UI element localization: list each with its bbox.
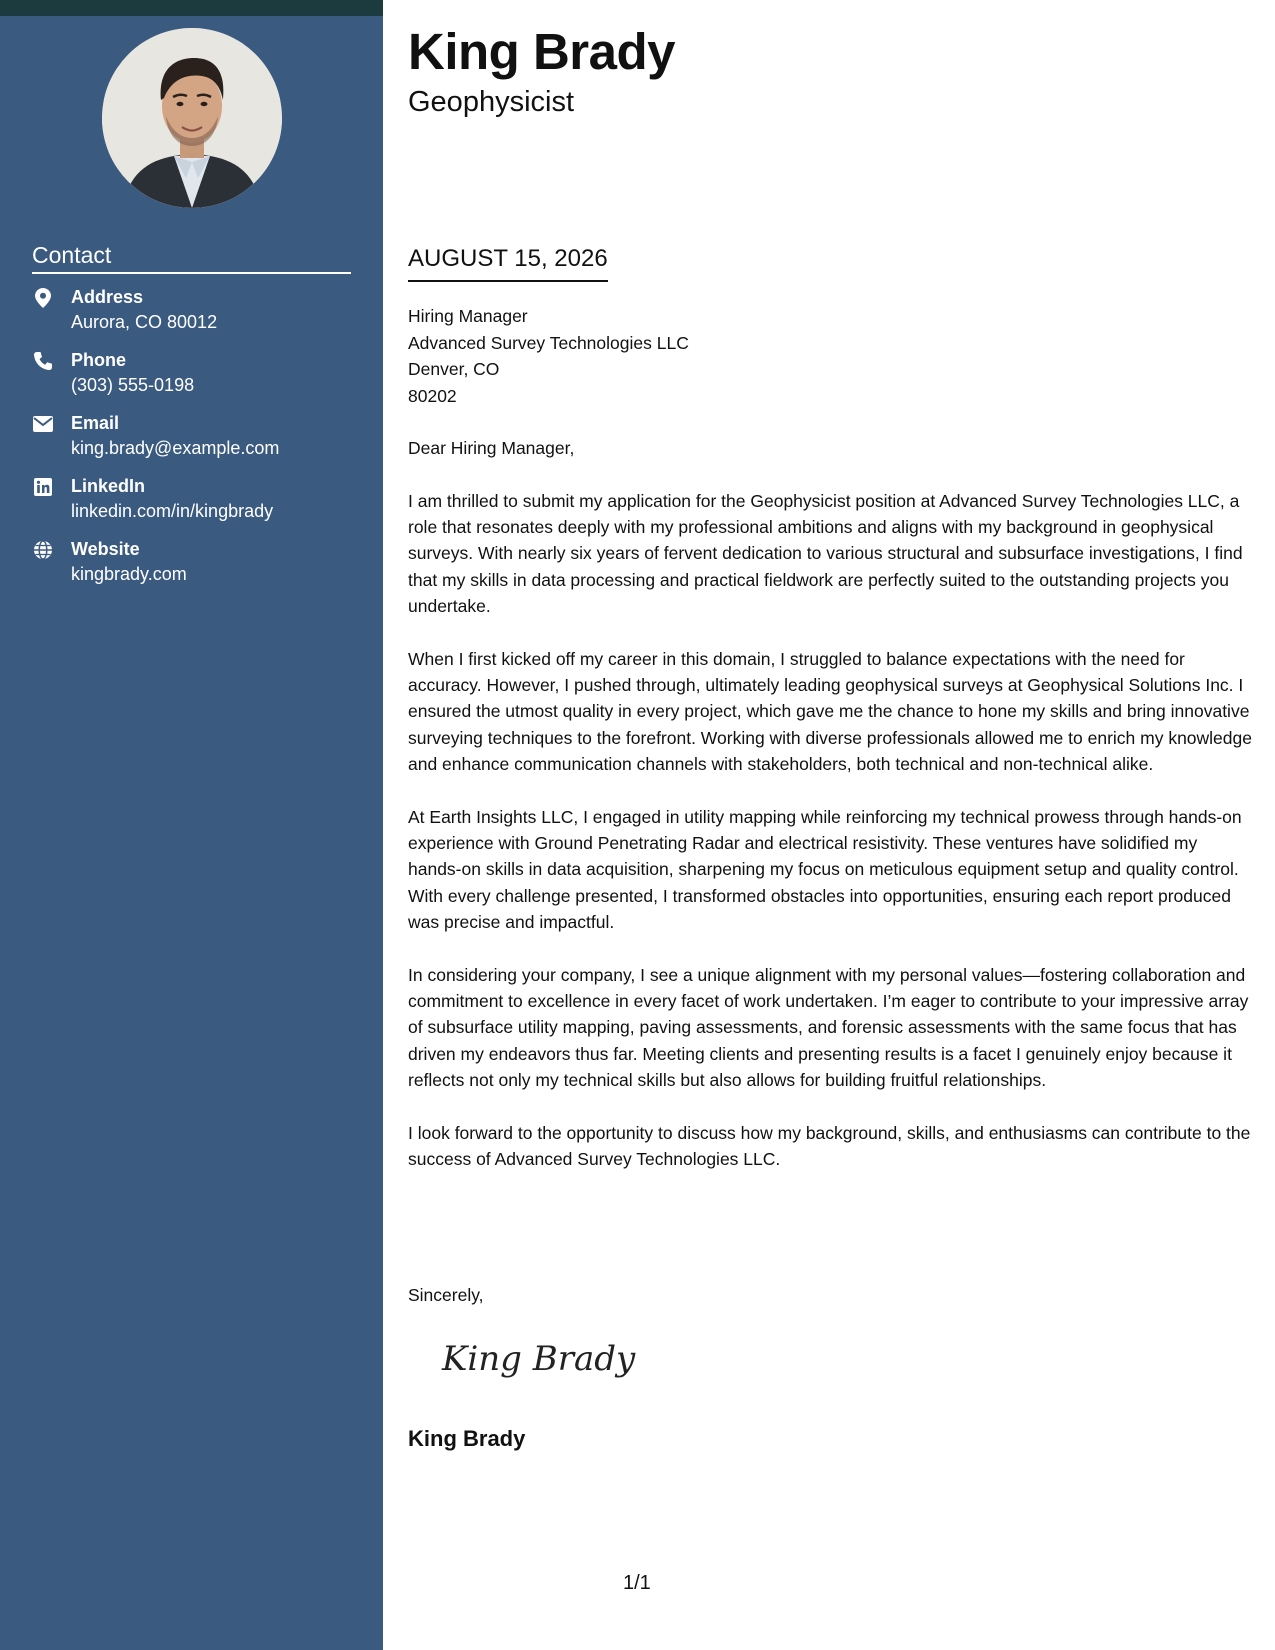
recipient-block [408,303,689,409]
signer-name: King Brady [408,1426,526,1451]
contact-label: Website [71,539,140,559]
contact-label: Email [71,413,120,433]
body-paragraph: I look forward to the opportunity to discuss how my background, skills, and enthusiasms can contribute to the success of Advanced Survey Technologies LLC. [408,1122,1251,1170]
closing: Sincerely, [408,1285,484,1305]
svg-text:King Brady: King Brady [442,1339,636,1379]
contact-label: Phone [71,350,127,370]
body-paragraph: When I first kicked off my career in this domain, I struggled to balance expectations with the need for accuracy. However, I pushed through, ultimately leading geophysical surveys at Geophysical Solutions Inc. I ensured the utmost quality in every project, which gave me the chance to hone my skills and bring innovative surveying techniques to the forefront. Working with diverse professionals allowed me to enrich my knowledge and enhance communication channels with stakeholders, both technical and non-technical alike. [408,648,1252,774]
contact-item-phone [32,348,362,411]
body-paragraph: I am thrilled to submit my application for the Geophysicist position at Advanced Survey Technologies LLC, a role that resonates deeply with my professional ambitions and aligns with my background in geophysical surveys. With nearly six years of fervent dedication to various structural and subsurface investigations, I find that my skills in data processing and practical fieldwork are perfectly suited to the outstanding projects you undertake. [408,490,1243,616]
recipient-line: 80202 [408,385,457,406]
letter-date: AUGUST 15, 2026 [408,244,608,282]
contact-item-address [32,285,362,348]
contact-item-email [32,411,362,474]
contact-list [32,285,362,600]
contact-value: (303) 555-0198 [71,375,195,395]
contact-label: LinkedIn [71,476,146,496]
body-paragraph: In considering your company, I see a unique alignment with my personal values—fostering collaboration and commitment to excellence in every facet of work undertaken. I’m eager to contribute to your impressive array of subsurface utility mapping, paving assessments, and forensic assessments with the same focus that has driven my endeavors thus far. Meeting clients and presenting results is a facet I genuinely enjoy because it reflects not only my technical skills but also allows for building fruitful relationships. [408,964,1249,1090]
contact-value[interactable]: king.brady@example.com [71,438,280,458]
contact-item-linkedin [32,474,362,537]
profile-photo-illustration [102,28,282,208]
linkedin-icon [32,476,54,498]
contact-heading: Contact [32,241,351,274]
contact-label: Address [71,287,144,307]
sidebar-top-bar [0,0,383,16]
recipient-line: Hiring Manager [408,306,528,326]
recipient-line: Advanced Survey Technologies LLC [408,332,689,353]
contact-value[interactable]: kingbrady.com [71,564,187,584]
contact-value[interactable]: linkedin.com/in/kingbrady [71,501,274,521]
job-title: Geophysicist [408,86,575,118]
recipient-line: Denver, CO [408,359,500,379]
applicant-name: King Brady [408,23,676,80]
sidebar [0,0,383,1650]
contact-item-website [32,537,362,600]
handwritten-signature [438,1326,658,1386]
globe-icon [32,539,54,561]
letter-body [408,435,1253,1199]
envelope-icon [32,413,54,435]
page-number: 1/1 [623,1572,651,1594]
profile-photo [102,28,282,208]
body-paragraph: At Earth Insights LLC, I engaged in utility mapping while reinforcing my technical prowess through hands-on experience with Ground Penetrating Radar and electrical resistivity. These ventures have solidified my hands-on skills in data acquisition, sharpening my focus on meticulous equipment setup and quality control. With every challenge presented, I transformed obstacles into opportunities, ensuring each report produced was precise and impactful. [408,806,1242,932]
phone-icon [32,350,54,372]
salutation: Dear Hiring Manager, [408,438,575,458]
contact-value: Aurora, CO 80012 [71,312,218,332]
map-pin-icon [32,287,54,309]
